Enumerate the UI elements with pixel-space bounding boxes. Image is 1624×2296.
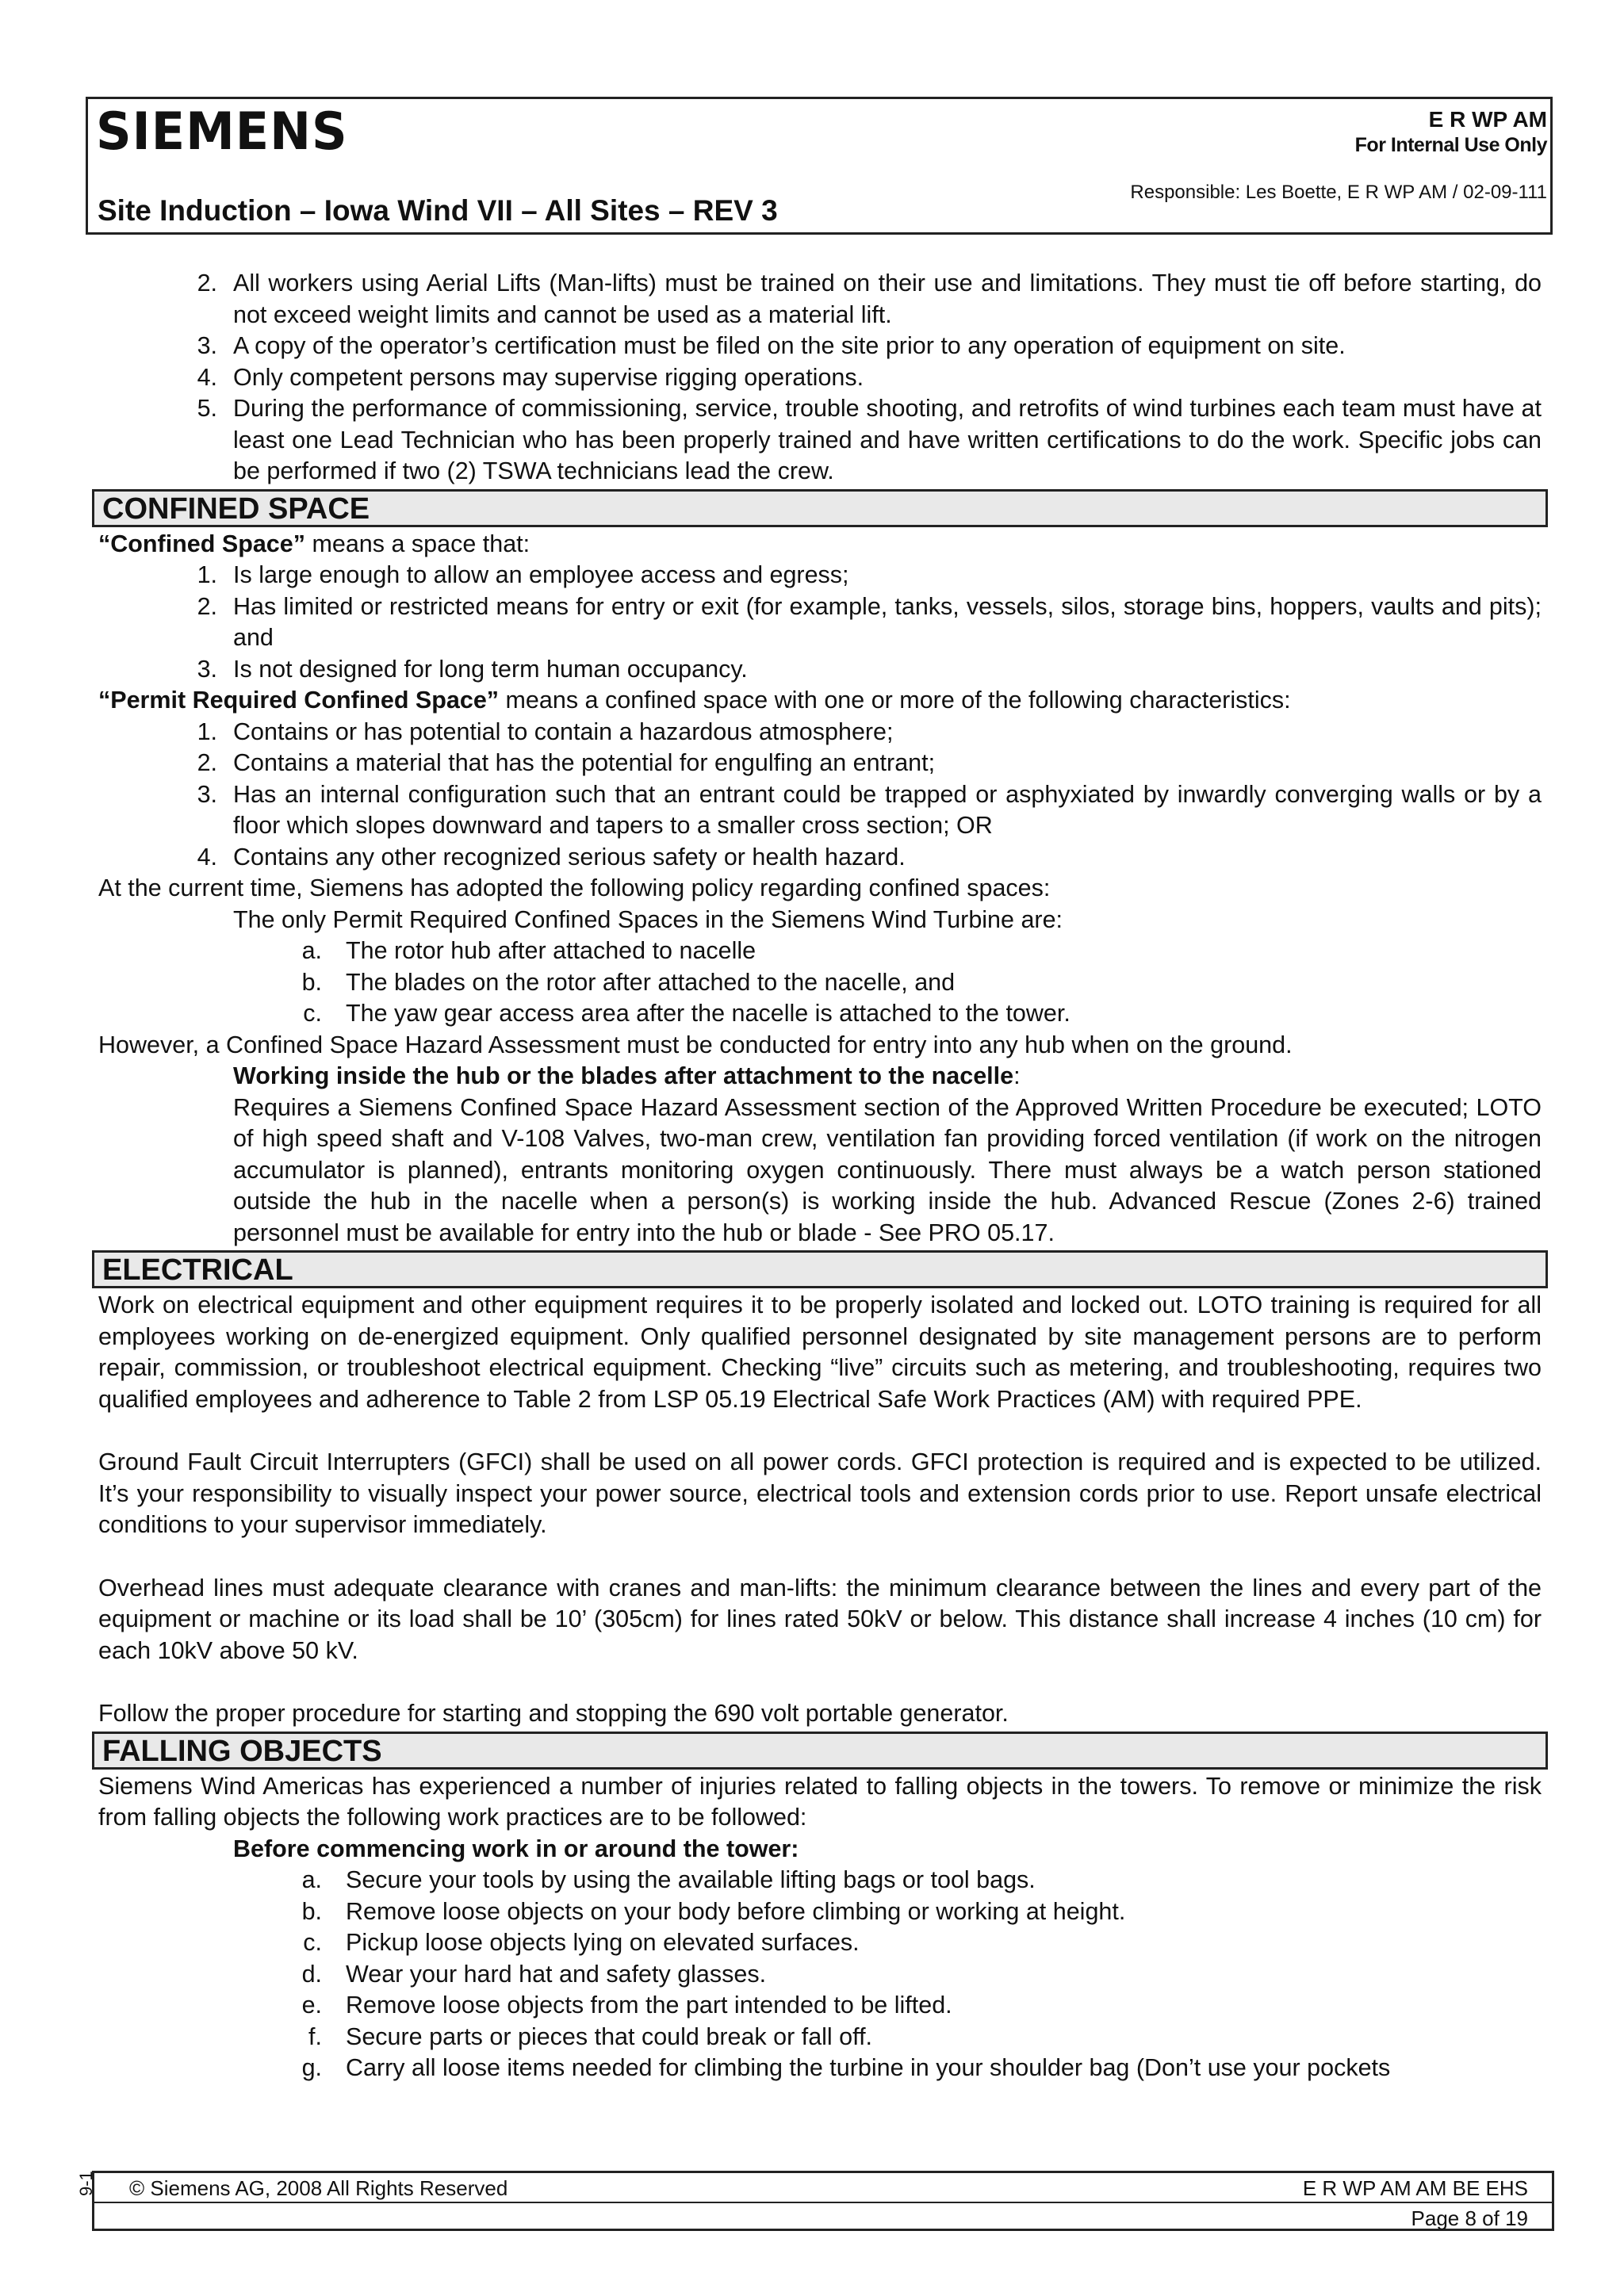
list-item: b. Remove loose objects on your body before climbing or working at height. xyxy=(301,1897,1126,1925)
hub-ground-note: However, a Confined Space Hazard Assessment must be conducted for entry into any hub when on the ground. xyxy=(98,1031,1293,1058)
page-number: Page 8 of 19 xyxy=(1411,2206,1528,2230)
list-item: b. The blades on the rotor after attached to the nacelle, and xyxy=(301,968,956,996)
list-item: 1. Is large enough to allow an employee access and egress; xyxy=(197,561,849,588)
working-inside-hub-heading: Working inside the hub or the blades after attachment to the nacelle: xyxy=(233,1062,1021,1089)
list-item: 4. Only competent persons may supervise rigging operations. xyxy=(197,363,864,391)
document-title: Site Induction – Iowa Wind VII – All Sites – REV 3 xyxy=(98,194,778,227)
list-item: 2. Contains a material that has the potential for engulfing an entrant; xyxy=(197,749,936,776)
hub-requirements: Requires a Siemens Confined Space Hazard Assessment section of the Approved Written Procedure be executed; LOTO of high speed shaft and V-108 Valves, two-man crew, ventilation fan providing forced ventilation (if work on the nitrogen accumulator is planned), entrants monitoring oxygen continuously. There must always be a watch person stationed outside the hub in the nacelle when a person(s) is working inside the hub. Advanced Rescue (Zones 2-6) trained personnel must be available for entry into the hub or blade - See PRO 05.17. xyxy=(233,1093,1542,1246)
list-item: e. Remove loose objects from the part intended to be lifted. xyxy=(301,1992,952,2019)
section-heading-falling-objects: FALLING OBJECTS xyxy=(92,1732,1548,1770)
responsible-line: Responsible: Les Boette, E R WP AM / 02-09-111 xyxy=(1130,182,1547,203)
list-item: 2. Has limited or restricted means for entry or exit (for example, tanks, vessels, silos, storage bins, hoppers, vaults and pits); and xyxy=(197,592,1542,651)
list-item: a. The rotor hub after attached to nacelle xyxy=(301,937,756,964)
siemens-logo: SIEMENS xyxy=(96,101,348,162)
electrical-paragraph: Work on electrical equipment and other equipment requires it to be properly isolated and locked out. LOTO training is required for all employees working on de-energized equipment. Only qualified personnel designated by site management persons are to perform repair, commission, or troubleshoot electrical equipment. Checking “live” circuits such as metering, and troubleshooting, requires two qualified employees and adherence to Table 2 from LSP 05.19 Electrical Safe Work Practices (AM) with required PPE. xyxy=(98,1292,1542,1413)
list-item: c. The yaw gear access area after the nacelle is attached to the tower. xyxy=(303,1000,1071,1027)
electrical-paragraph: Ground Fault Circuit Interrupters (GFCI) shall be used on all power cords. GFCI protection is required and is expected to be utilized. It’s your responsibility to visually inspect your power source, electrical tools and extension cords prior to use. Report unsafe electrical conditions to your supervisor immediately. xyxy=(98,1448,1542,1538)
list-item: 1. Contains or has potential to contain a hazardous atmosphere; xyxy=(197,718,894,745)
list-item: a. Secure your tools by using the available lifting bags or tool bags. xyxy=(301,1866,1036,1893)
page-header xyxy=(86,97,1553,235)
footer-side-label: 9-1 xyxy=(76,2171,96,2196)
policy-statement: At the current time, Siemens has adopted the following policy regarding confined spaces: xyxy=(98,874,1051,901)
intro-list xyxy=(98,268,1542,488)
section-heading-electrical: ELECTRICAL xyxy=(92,1250,1548,1288)
policy-intro: The only Permit Required Confined Spaces in the Siemens Wind Turbine are: xyxy=(233,905,1063,933)
electrical-paragraph: Follow the proper procedure for starting and stopping the 690 volt portable generator. xyxy=(98,1700,1009,1727)
list-item: c. Pickup loose objects lying on elevated surfaces. xyxy=(303,1929,860,1956)
footer-divider xyxy=(94,2202,1552,2203)
list-item: 4. Contains any other recognized serious safety or health hazard. xyxy=(197,843,906,871)
falling-objects-paragraph: Siemens Wind Americas has experienced a number of injuries related to falling objects in the towers. To remove or minimize the risk from falling objects the following work practices are to be followed: xyxy=(98,1772,1542,1831)
list-item: 3. A copy of the operator’s certification must be filed on the site prior to any operation of equipment on site. xyxy=(197,332,1346,359)
electrical-paragraph: Overhead lines must adequate clearance with cranes and man-lifts: the minimum clearance between the lines and every part of the equipment or machine or its load shall be 10’ (305cm) for lines rated 50kV or below. This distance shall increase 4 inches (10 cm) for each 10kV above 50 kV. xyxy=(98,1574,1542,1664)
list-item: 3. Is not designed for long term human occupancy. xyxy=(197,655,748,683)
footer-copyright: © Siemens AG, 2008 All Rights Reserved xyxy=(129,2176,508,2200)
section-heading-confined-space: CONFINED SPACE xyxy=(92,489,1548,527)
confined-space-definition: “Confined Space” means a space that: xyxy=(98,530,530,557)
footer-code: E R WP AM AM BE EHS xyxy=(1302,2176,1528,2200)
document-code: E R WP AM xyxy=(1428,107,1547,132)
list-item: g. Carry all loose items needed for climbing the turbine in your shoulder bag (Don’t use your pockets xyxy=(301,2054,1391,2081)
list-item: 3. Has an internal configuration such that an entrant could be trapped or asphyxiated by inwardly converging walls or by a floor which slopes downward and tapers to a smaller cross section; OR xyxy=(197,780,1542,839)
classification-label: For Internal Use Only xyxy=(1354,134,1547,156)
page-footer xyxy=(92,2171,1554,2231)
permit-confined-space-definition: “Permit Required Confined Space” means a confined space with one or more of the following characteristics: xyxy=(98,687,1291,714)
before-work-heading: Before commencing work in or around the tower: xyxy=(233,1835,799,1862)
list-item: d. Wear your hard hat and safety glasses. xyxy=(301,1960,767,1988)
list-item: f. Secure parts or pieces that could break or fall off. xyxy=(308,2022,873,2050)
list-item: 5. During the performance of commissioning, service, trouble shooting, and retrofits of wind turbines each team must have at least one Lead Technician who has been properly trained and have written certifications to do the work. Specific jobs can be performed if two (2) TSWA technicians lead the crew. xyxy=(197,395,1542,484)
list-item: 2. All workers using Aerial Lifts (Man-lifts) must be trained on their use and limitations. They must tie off before starting, do not exceed weight limits and cannot be used as a material lift. xyxy=(197,270,1542,328)
document-body xyxy=(98,268,1542,2084)
